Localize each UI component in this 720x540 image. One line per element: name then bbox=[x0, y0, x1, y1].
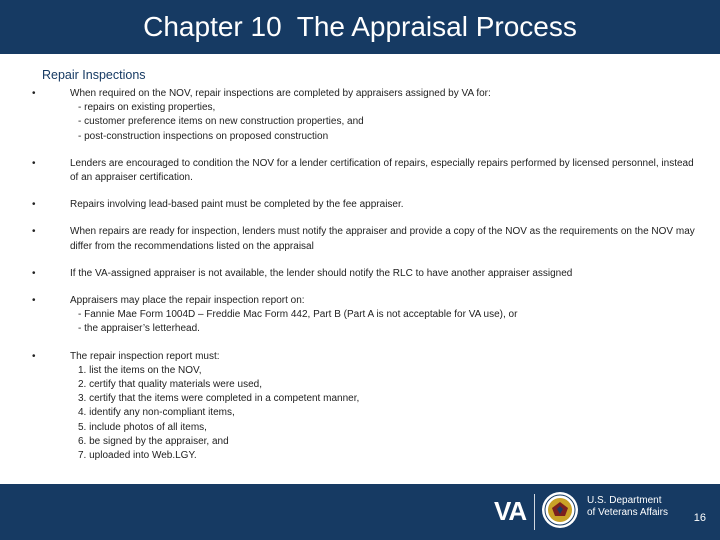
bullet-glyph: • bbox=[32, 350, 36, 362]
bullet-glyph: • bbox=[32, 88, 36, 99]
numbered-item: 4. identify any non-compliant items, bbox=[78, 407, 235, 419]
numbered-item: 6. be signed by the appraiser, and bbox=[78, 435, 229, 447]
bullet-list bbox=[32, 87, 702, 463]
bullet-text: When repairs are ready for inspection, lenders must notify the appraiser and provide a copy of the NOV as the requirements on the NOV may differ from the recommendations listed on the appraisal bbox=[70, 226, 695, 252]
bullet-text: Lenders are encouraged to condition the NOV for a lender certification of repairs, especially repairs performed by licensed personnel, instead of an appraiser certification. bbox=[70, 157, 694, 184]
bullet-glyph: • bbox=[32, 157, 36, 169]
va-logo: VA bbox=[494, 496, 527, 526]
sub-item: - Fannie Mae Form 1004D – Freddie Mac Form 442, Part B (Part A is not acceptable for VA use), or bbox=[78, 309, 518, 321]
va-seal-icon bbox=[540, 490, 580, 530]
logo-divider bbox=[534, 494, 535, 530]
slide-header bbox=[0, 0, 720, 54]
bullet-glyph: • bbox=[32, 267, 36, 279]
sub-item: - post-construction inspections on proposed construction bbox=[78, 130, 329, 142]
numbered-item: 7. uploaded into Web.LGY. bbox=[78, 450, 197, 462]
numbered-item: 5. include photos of all items, bbox=[78, 421, 207, 433]
bullet-item bbox=[32, 198, 702, 212]
bullet-text: The repair inspection report must: bbox=[70, 350, 220, 362]
sub-item: - repairs on existing properties, bbox=[78, 102, 216, 114]
bullet-item bbox=[32, 157, 702, 185]
slide-content bbox=[32, 68, 702, 476]
bullet-text: When required on the NOV, repair inspections are completed by appraisers assigned by VA for: bbox=[70, 88, 491, 99]
bullet-item bbox=[32, 225, 702, 253]
page-number: 16 bbox=[693, 512, 706, 524]
slide-footer bbox=[0, 484, 720, 540]
bullet-item bbox=[32, 87, 702, 144]
bullet-glyph: • bbox=[32, 295, 36, 307]
bullet-item bbox=[32, 294, 702, 337]
department-line-1: U.S. Department bbox=[587, 495, 662, 506]
bullet-glyph: • bbox=[32, 199, 36, 211]
section-title: Repair Inspections bbox=[42, 68, 146, 82]
department-line-2: of Veterans Affairs bbox=[587, 507, 668, 518]
bullet-glyph: • bbox=[32, 226, 36, 238]
numbered-item: 1. list the items on the NOV, bbox=[78, 364, 202, 376]
numbered-item: 2. certify that quality materials were used, bbox=[78, 379, 262, 391]
numbered-item: 3. certify that the items were completed in a competent manner, bbox=[78, 393, 360, 405]
department-name bbox=[587, 495, 668, 519]
sub-item: - customer preference items on new construction properties, and bbox=[78, 116, 364, 128]
bullet-text: If the VA-assigned appraiser is not available, the lender should notify the RLC to have another appraiser assigned bbox=[70, 267, 573, 279]
bullet-item bbox=[32, 267, 702, 281]
bullet-text: Repairs involving lead-based paint must be completed by the fee appraiser. bbox=[70, 199, 404, 211]
slide-title: Chapter 10 The Appraisal Process bbox=[143, 11, 577, 42]
bullet-item bbox=[32, 350, 702, 464]
bullet-text: Appraisers may place the repair inspection report on: bbox=[70, 295, 305, 307]
sub-item: - the appraiser’s letterhead. bbox=[78, 323, 200, 335]
